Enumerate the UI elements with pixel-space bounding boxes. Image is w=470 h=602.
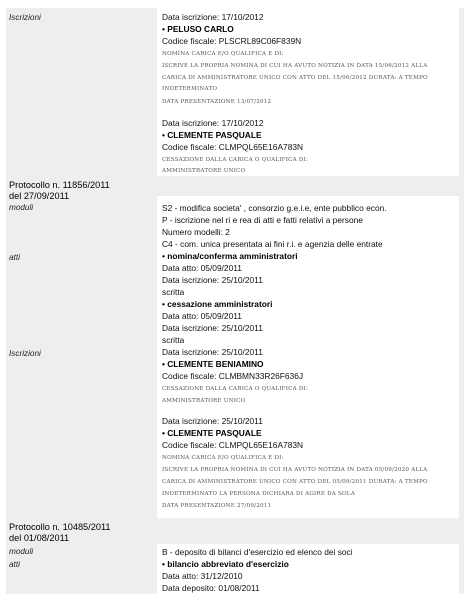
module-row: P - iscrizione nel ri e rea di atti e fatti relativi a persone: [162, 215, 363, 225]
module-row: B - deposito di bilanci d'esercizio ed elenco dei soci: [162, 547, 353, 557]
entry-note: CESSAZIONE DALLA CARICA O QUALIFICA DI:: [162, 157, 309, 163]
person-name: • PELUSO CARLO: [162, 24, 234, 34]
person-name: • CLEMENTE PASQUALE: [162, 130, 262, 140]
entry-note: INDETERMINATO LA PERSONA DICHIARA DI AGIRE DA SOLA: [162, 491, 355, 497]
fiscal-code: Codice fiscale: CLMPQL65E16A783N: [162, 142, 304, 152]
module-row: S2 - modifica societa' , consorzio g.e.i.e, ente pubblico econ.: [162, 203, 387, 213]
atto-title: • cessazione amministratori: [162, 299, 273, 309]
atto-date: Data atto: 31/12/2010: [162, 571, 243, 581]
person-name: • CLEMENTE PASQUALE: [162, 428, 262, 438]
module-row: Numero modelli: 2: [162, 227, 230, 237]
moduli-label: moduli: [9, 547, 34, 556]
entry-note: NOMINA CARICA E/O QUALIFICA E DI:: [162, 455, 284, 461]
entry-note: CARICA DI AMMINISTRATORE UNICO CON ATTO DEL 15/06/2012 DURATA: A TEMPO: [162, 75, 428, 81]
atto-title: • nomina/conferma amministratori: [162, 251, 298, 261]
entry-note: CARICA DI AMMINISTRATORE UNICO CON ATTO DEL 05/09/2011 DURATA: A TEMPO: [162, 479, 428, 485]
atto-form: scritta: [162, 287, 185, 297]
entry-date: Data iscrizione: 25/10/2011: [162, 416, 263, 426]
atto-iscrizione: Data iscrizione: 25/10/2011: [162, 275, 263, 285]
entry-date: Data iscrizione: 17/10/2012: [162, 12, 264, 22]
atti-label: atti: [9, 560, 20, 569]
atto-date: Data atto: 05/09/2011: [162, 263, 242, 273]
entry-note: NOMINA CARICA E/O QUALIFICA E DI:: [162, 51, 284, 57]
module-row: C4 - com. unica presentata ai fini r.i. e agenzia delle entrate: [162, 239, 383, 249]
protocol-date: del 27/09/2011: [9, 191, 70, 201]
atto-deposit-date: Data deposito: 01/08/2011: [162, 583, 260, 593]
entry-note: CESSAZIONE DALLA CARICA O QUALIFICA DI:: [162, 386, 309, 392]
fiscal-code: Codice fiscale: CLMBMN33R26F636J: [162, 371, 304, 381]
entry-note: DATA PRESENTAZIONE 27/09/2011: [162, 503, 272, 509]
entry-note: ISCRIVE LA PROPRIA NOMINA DI CUI HA AVUTO NOTIZIA IN DATA 05/09/2020 ALLA: [162, 467, 428, 473]
atto-date: Data atto: 05/09/2011: [162, 311, 242, 321]
iscrizioni-label: Iscrizioni: [9, 349, 41, 358]
entry-note: ISCRIVE LA PROPRIA NOMINA DI CUI HA AVUTO NOTIZIA IN DATA 15/06/2012 ALLA: [162, 63, 428, 69]
atti-label: atti: [9, 253, 20, 262]
atto-iscrizione: Data iscrizione: 25/10/2011: [162, 323, 263, 333]
entry-note: DATA PRESENTAZIONE 13/07/2012: [162, 99, 272, 105]
protocol-title: Protocollo n. 10485/2011: [9, 522, 111, 532]
entry-note: AMMINISTRATORE UNICO: [162, 168, 246, 174]
protocol-title: Protocollo n. 11856/2011: [9, 180, 110, 190]
atto-title: • bilancio abbreviato d'esercizio: [162, 559, 289, 569]
entry-date: Data iscrizione: 17/10/2012: [162, 118, 264, 128]
atto-form: scritta: [162, 335, 185, 345]
protocol-date: del 01/08/2011: [9, 533, 70, 543]
entry-note: INDETERMINATO: [162, 86, 218, 92]
entry-date: Data iscrizione: 25/10/2011: [162, 347, 263, 357]
fiscal-code: Codice fiscale: PLSCRL89C06F839N: [162, 36, 302, 46]
fiscal-code: Codice fiscale: CLMPQL65E16A783N: [162, 440, 304, 450]
entry-note: AMMINISTRATORE UNICO: [162, 398, 246, 404]
moduli-label: moduli: [9, 203, 34, 212]
iscrizioni-label: Iscrizioni: [9, 13, 41, 22]
person-name: • CLEMENTE BENIAMINO: [162, 359, 264, 369]
